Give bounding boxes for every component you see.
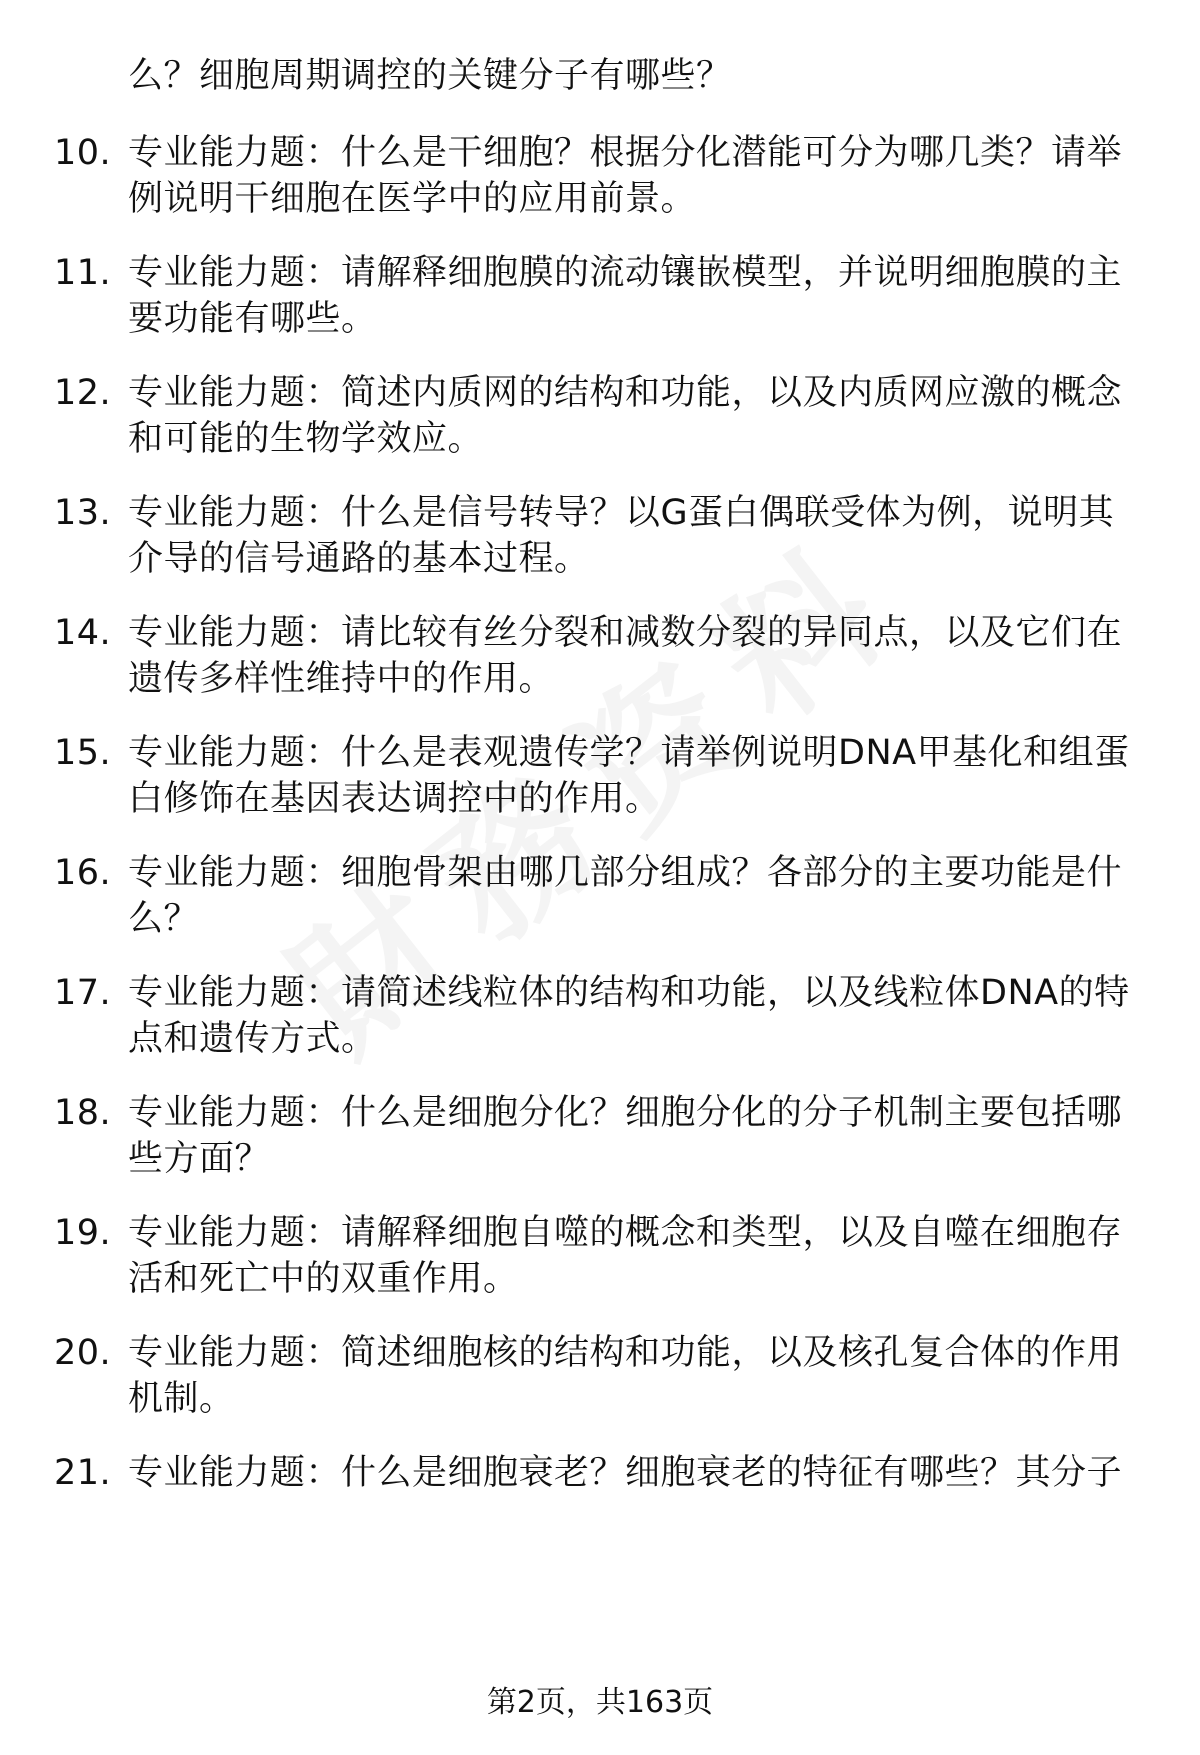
question-number: 20.	[54, 1333, 112, 1373]
question-text-cont: 点和遗传方式。	[128, 1019, 377, 1059]
question-number: 17.	[54, 973, 112, 1013]
question-number: 21.	[54, 1453, 112, 1493]
question-number: 12.	[54, 373, 112, 413]
question-number: 10.	[54, 133, 112, 173]
question-number: 14.	[54, 613, 112, 653]
question-text: 专业能力题：细胞骨架由哪几部分组成？各部分的主要功能是什	[128, 853, 1123, 893]
question-text: 专业能力题：什么是干细胞？根据分化潜能可分为哪几类？请举	[128, 133, 1123, 173]
question-number: 13.	[54, 493, 112, 533]
question-number: 11.	[54, 253, 112, 293]
question-text: 专业能力题：简述内质网的结构和功能，以及内质网应激的概念	[128, 373, 1123, 413]
question-text: 专业能力题：什么是信号转导？以G蛋白偶联受体为例，说明其	[128, 493, 1115, 533]
question-number: 15.	[54, 733, 112, 773]
question-text: 专业能力题：什么是细胞分化？细胞分化的分子机制主要包括哪	[128, 1093, 1123, 1133]
question-text: 专业能力题：请解释细胞膜的流动镶嵌模型，并说明细胞膜的主	[128, 253, 1123, 293]
question-text-cont: 遗传多样性维持中的作用。	[128, 659, 555, 699]
question-number: 18.	[54, 1093, 112, 1133]
continuation-line: 么？细胞周期调控的关键分子有哪些？	[128, 56, 732, 96]
question-text: 专业能力题：简述细胞核的结构和功能，以及核孔复合体的作用	[128, 1333, 1123, 1373]
question-text: 专业能力题：请解释细胞自噬的概念和类型，以及自噬在细胞存	[128, 1213, 1123, 1253]
page-footer: 第2页，共163页	[486, 1685, 714, 1720]
question-text: 专业能力题：请比较有丝分裂和减数分裂的异同点，以及它们在	[128, 613, 1123, 653]
question-text-cont: 例说明干细胞在医学中的应用前景。	[128, 179, 697, 219]
question-text-cont: 些方面？	[128, 1139, 271, 1179]
question-text: 专业能力题：请简述线粒体的结构和功能，以及线粒体DNA的特	[128, 973, 1130, 1013]
question-text-cont: 机制。	[128, 1379, 235, 1419]
question-text: 专业能力题：什么是表观遗传学？请举例说明DNA甲基化和组蛋	[128, 733, 1130, 773]
question-number: 16.	[54, 853, 112, 893]
question-text-cont: 么？	[128, 899, 200, 939]
question-text-cont: 活和死亡中的双重作用。	[128, 1259, 519, 1299]
question-text-cont: 介导的信号通路的基本过程。	[128, 539, 590, 579]
question-text-cont: 和可能的生物学效应。	[128, 419, 484, 459]
question-text-cont: 白修饰在基因表达调控中的作用。	[128, 779, 661, 819]
question-number: 19.	[54, 1213, 112, 1253]
question-text: 专业能力题：什么是细胞衰老？细胞衰老的特征有哪些？其分子	[128, 1453, 1123, 1493]
question-text-cont: 要功能有哪些。	[128, 299, 377, 339]
